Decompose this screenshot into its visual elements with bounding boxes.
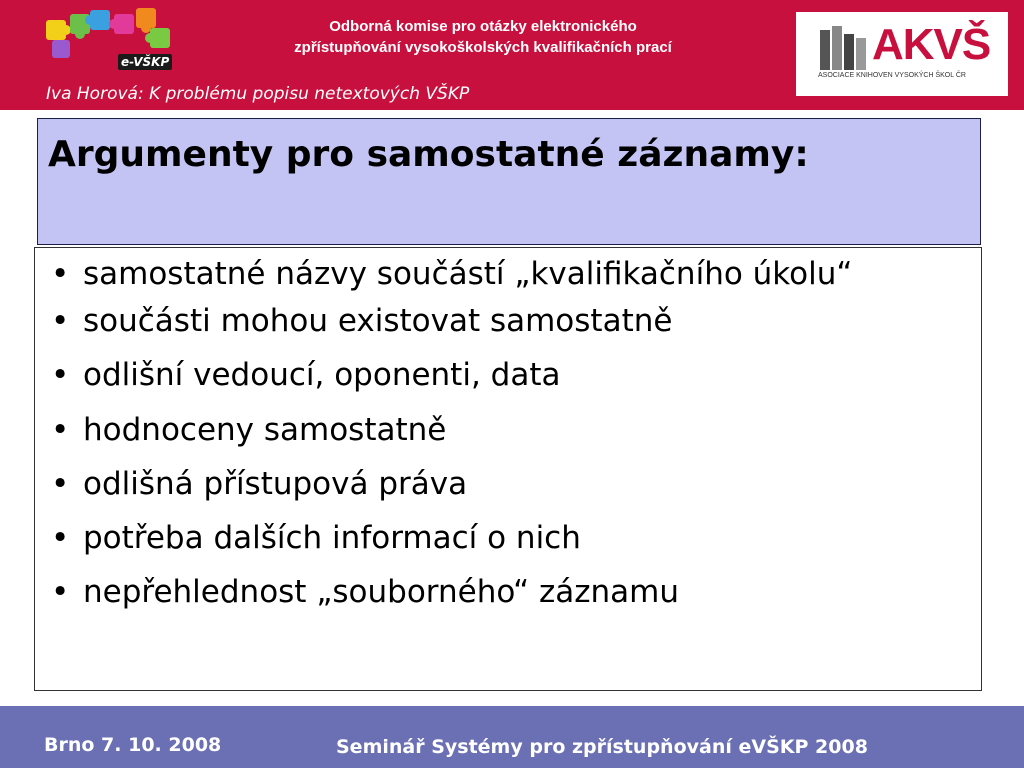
- bullet-item: • potřeba dalších informací o nich: [45, 520, 965, 557]
- evskp-logo: [40, 6, 180, 70]
- bullet-item: • hodnoceny samostatně: [45, 412, 965, 449]
- bullet-item: • samostatné názvy součástí „kvalifikačního úkolu“: [45, 256, 965, 293]
- akvs-logo: [796, 12, 1008, 96]
- akvs-logo-text: AKVŠ: [872, 20, 991, 69]
- header-title-line1: Odborná komise pro otázky elektronického: [329, 18, 637, 35]
- header-band: [0, 0, 1024, 110]
- slide-content-box: [34, 247, 982, 691]
- books-icon: [816, 20, 876, 76]
- evskp-logo-text: e-VŠKP: [118, 54, 172, 70]
- footer-band: [0, 706, 1024, 768]
- slide-title-box: [37, 118, 981, 245]
- footer-date: Brno 7. 10. 2008: [44, 734, 222, 756]
- akvs-logo-subtext: ASOCIACE KNIHOVEN VYSOKÝCH ŠKOL ČR: [818, 72, 966, 79]
- header-title: [238, 16, 728, 58]
- slide-title: Argumenty pro samostatné záznamy:: [48, 134, 809, 175]
- header-title-line2: zpřístupňování vysokoškolských kvalifikačních prací: [294, 39, 672, 56]
- bullet-item: • součásti mohou existovat samostatně: [45, 303, 965, 340]
- bullet-list: [45, 256, 965, 628]
- footer-event: Seminář Systémy pro zpřístupňování eVŠKP 2008: [336, 736, 868, 758]
- bullet-item: • nepřehlednost „souborného“ záznamu: [45, 574, 965, 611]
- bullet-item: • odlišná přístupová práva: [45, 466, 965, 503]
- bullet-item: • odlišní vedoucí, oponenti, data: [45, 357, 965, 394]
- presentation-subtitle: Iva Horová: K problému popisu netextových VŠKP: [46, 84, 470, 104]
